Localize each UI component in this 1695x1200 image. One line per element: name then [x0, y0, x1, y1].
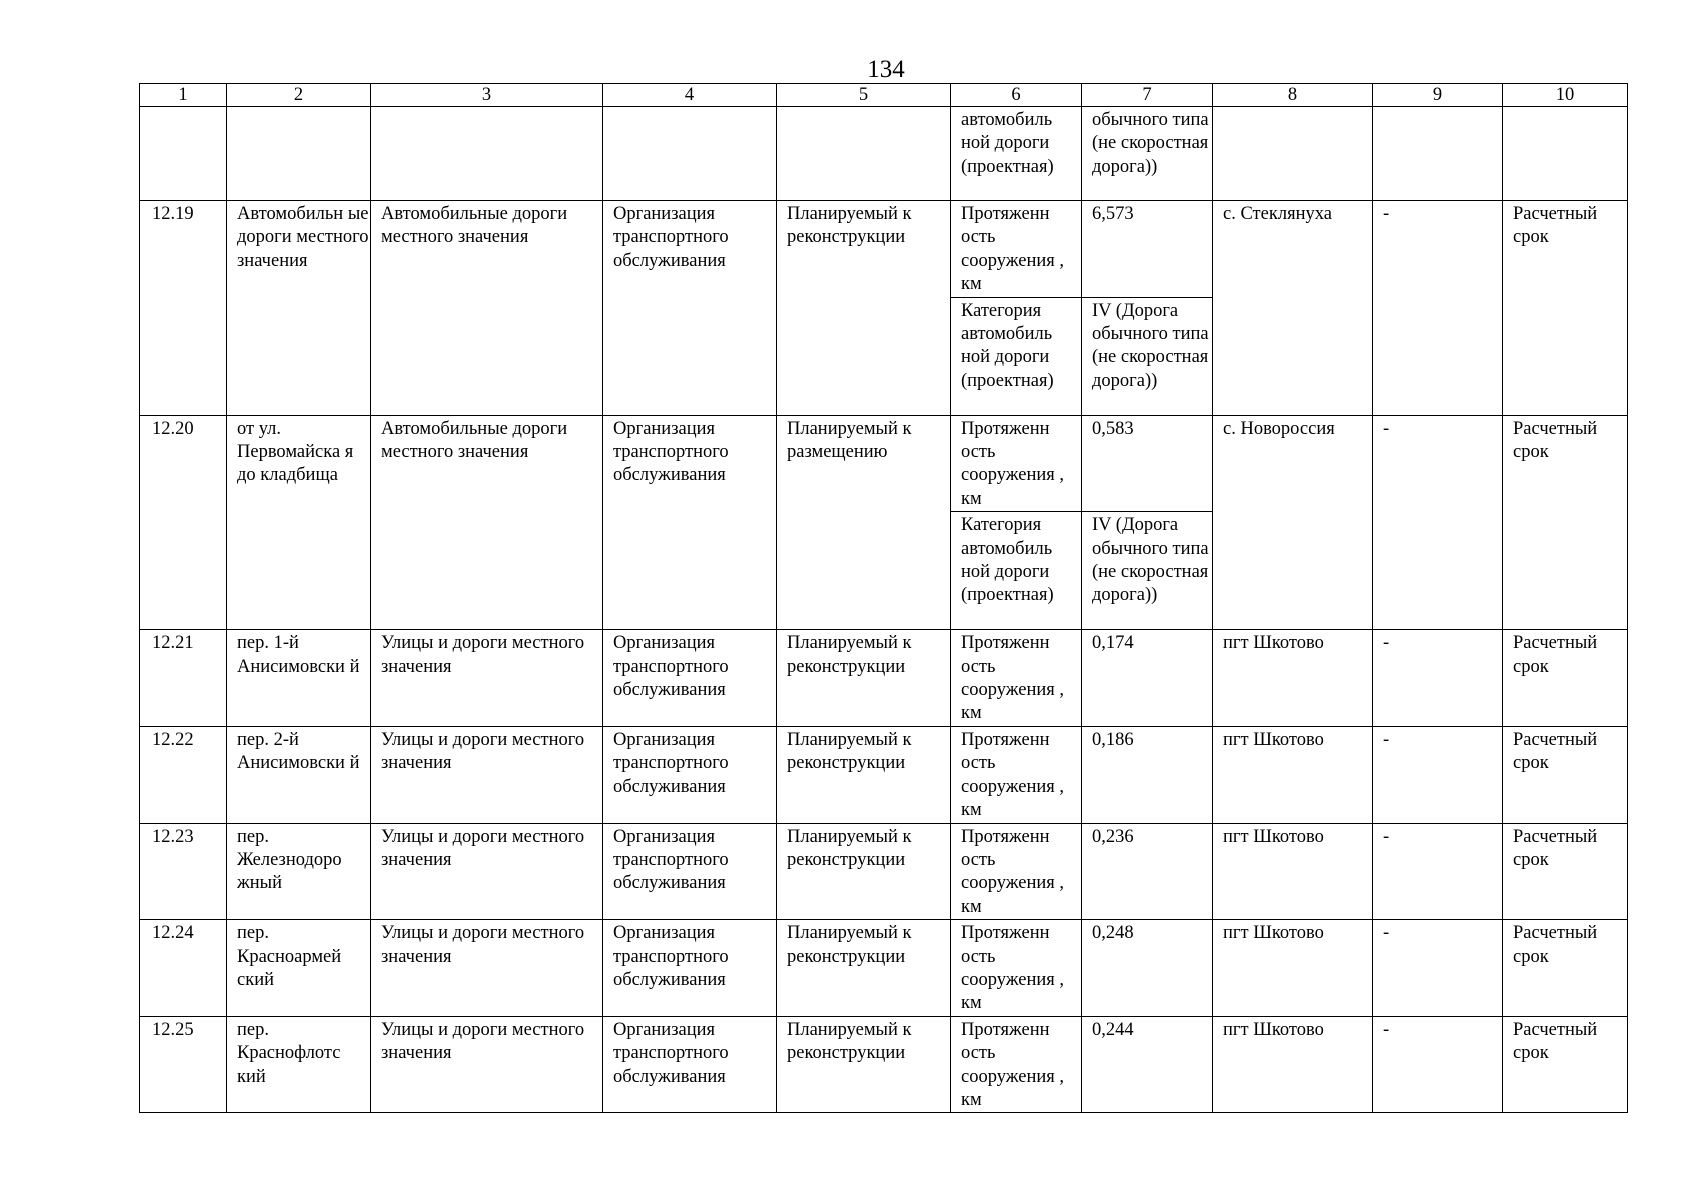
cell-value: IV (Дорога обычного типа (не скоростная дорога))	[1082, 297, 1213, 415]
cell-param: Протяженн ость сооружения , км	[951, 920, 1082, 1017]
cell-value: 0,236	[1082, 823, 1213, 920]
cell-purpose: Организация транспортного обслуживания	[603, 823, 777, 920]
header-cell-6: 6	[951, 84, 1082, 107]
cell-status: Планируемый к размещению	[777, 415, 951, 630]
cell-term: Расчетный срок	[1503, 726, 1628, 823]
cell-num: 12.25	[140, 1016, 227, 1113]
continuation-row	[140, 107, 1628, 201]
cell-location: с. Новороссия	[1213, 415, 1373, 630]
table-header	[140, 84, 1628, 107]
cell-param: Протяженн ость сооружения , км	[951, 823, 1082, 920]
table-row	[140, 1016, 1628, 1113]
header-cell-9: 9	[1373, 84, 1503, 107]
cell-zone: -	[1373, 630, 1503, 727]
cell-name: пер. Красноармей ский	[227, 920, 371, 1017]
cell-location: пгт Шкотово	[1213, 920, 1373, 1017]
cell-status: Планируемый к реконструкции	[777, 920, 951, 1017]
cell-param: Протяженн ость сооружения , км	[951, 201, 1082, 298]
cell-value: 0,244	[1082, 1016, 1213, 1113]
cell-zone: -	[1373, 823, 1503, 920]
cell-location: пгт Шкотово	[1213, 726, 1373, 823]
cell-type: Улицы и дороги местного значения	[371, 630, 603, 727]
header-cell-2: 2	[227, 84, 371, 107]
cell-type: Улицы и дороги местного значения	[371, 726, 603, 823]
cell-zone: -	[1373, 920, 1503, 1017]
cell-status: Планируемый к реконструкции	[777, 726, 951, 823]
cell-purpose: Организация транспортного обслуживания	[603, 201, 777, 416]
table-row	[140, 920, 1628, 1017]
table-row	[140, 726, 1628, 823]
cell-value: IV (Дорога обычного типа (не скоростная дорога))	[1082, 512, 1213, 630]
cell-param: Протяженн ость сооружения , км	[951, 415, 1082, 512]
cell-location: пгт Шкотово	[1213, 1016, 1373, 1113]
cell-type: Улицы и дороги местного значения	[371, 1016, 603, 1113]
cell-name: пер. 1-й Анисимовски й	[227, 630, 371, 727]
cell-num	[140, 107, 227, 201]
page-number: 134	[867, 56, 905, 83]
cell-location	[1213, 107, 1373, 201]
cell-type	[371, 107, 603, 201]
cell-type: Улицы и дороги местного значения	[371, 823, 603, 920]
cell-status: Планируемый к реконструкции	[777, 823, 951, 920]
cell-location: пгт Шкотово	[1213, 630, 1373, 727]
cell-purpose: Организация транспортного обслуживания	[603, 920, 777, 1017]
cell-term: Расчетный срок	[1503, 1016, 1628, 1113]
cell-num: 12.22	[140, 726, 227, 823]
table-body	[140, 107, 1628, 1113]
cell-status	[777, 107, 951, 201]
cell-value: 0,583	[1082, 415, 1213, 512]
cell-name: пер. 2-й Анисимовски й	[227, 726, 371, 823]
header-cell-3: 3	[371, 84, 603, 107]
cell-value: 0,248	[1082, 920, 1213, 1017]
cell-purpose: Организация транспортного обслуживания	[603, 1016, 777, 1113]
cell-name: пер. Железнодоро жный	[227, 823, 371, 920]
cell-type: Автомобильные дороги местного значения	[371, 415, 603, 630]
cell-location: с. Стеклянуха	[1213, 201, 1373, 416]
header-cell-7: 7	[1082, 84, 1213, 107]
header-cell-1: 1	[140, 84, 227, 107]
cell-param: Протяженн ость сооружения , км	[951, 1016, 1082, 1113]
cell-zone	[1373, 107, 1503, 201]
cell-term	[1503, 107, 1628, 201]
cell-term: Расчетный срок	[1503, 415, 1628, 630]
cell-num: 12.19	[140, 201, 227, 416]
cell-name: от ул. Первомайска я до кладбища	[227, 415, 371, 630]
cell-zone: -	[1373, 726, 1503, 823]
cell-value: 0,174	[1082, 630, 1213, 727]
cell-num: 12.20	[140, 415, 227, 630]
cell-name	[227, 107, 371, 201]
cell-param: автомобиль ной дороги (проектная)	[951, 107, 1082, 201]
cell-purpose: Организация транспортного обслуживания	[603, 415, 777, 630]
cell-num: 12.21	[140, 630, 227, 727]
cell-purpose: Организация транспортного обслуживания	[603, 726, 777, 823]
cell-param: Категория автомобиль ной дороги (проектная)	[951, 297, 1082, 415]
cell-zone: -	[1373, 415, 1503, 630]
cell-name: Автомобильн ые дороги местного значения	[227, 201, 371, 416]
objects-table	[139, 83, 1628, 1113]
cell-status: Планируемый к реконструкции	[777, 1016, 951, 1113]
header-row	[140, 84, 1628, 107]
cell-param: Протяженн ость сооружения , км	[951, 726, 1082, 823]
header-cell-10: 10	[1503, 84, 1628, 107]
cell-value: 0,186	[1082, 726, 1213, 823]
cell-term: Расчетный срок	[1503, 630, 1628, 727]
cell-num: 12.24	[140, 920, 227, 1017]
cell-type: Автомобильные дороги местного значения	[371, 201, 603, 416]
cell-param: Категория автомобиль ной дороги (проектная)	[951, 512, 1082, 630]
cell-num: 12.23	[140, 823, 227, 920]
cell-term: Расчетный срок	[1503, 823, 1628, 920]
cell-param: Протяженн ость сооружения , км	[951, 630, 1082, 727]
header-cell-5: 5	[777, 84, 951, 107]
cell-type: Улицы и дороги местного значения	[371, 920, 603, 1017]
cell-purpose	[603, 107, 777, 201]
cell-value: обычного типа (не скоростная дорога))	[1082, 107, 1213, 201]
cell-location: пгт Шкотово	[1213, 823, 1373, 920]
cell-term: Расчетный срок	[1503, 920, 1628, 1017]
table-row	[140, 415, 1628, 512]
header-cell-8: 8	[1213, 84, 1373, 107]
cell-value: 6,573	[1082, 201, 1213, 298]
cell-zone: -	[1373, 1016, 1503, 1113]
cell-zone: -	[1373, 201, 1503, 416]
header-cell-4: 4	[603, 84, 777, 107]
table-row	[140, 630, 1628, 727]
cell-term: Расчетный срок	[1503, 201, 1628, 416]
cell-status: Планируемый к реконструкции	[777, 630, 951, 727]
cell-status: Планируемый к реконструкции	[777, 201, 951, 416]
cell-name: пер. Краснофлотс кий	[227, 1016, 371, 1113]
cell-purpose: Организация транспортного обслуживания	[603, 630, 777, 727]
table-row	[140, 201, 1628, 298]
table-row	[140, 823, 1628, 920]
